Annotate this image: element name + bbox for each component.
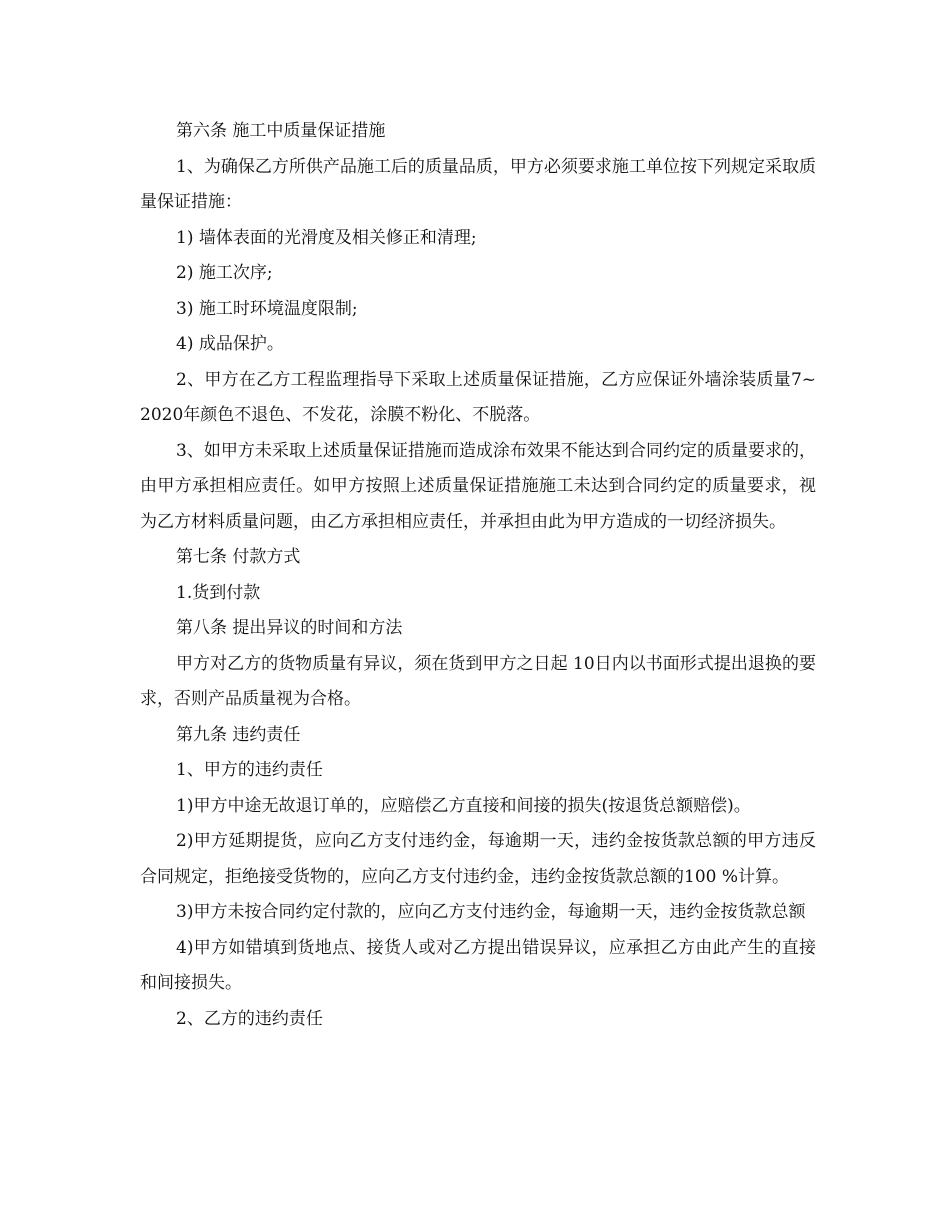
- article-6-item-1: 1) 墙体表面的光滑度及相关修正和清理;: [176, 227, 477, 248]
- article-6-item-3: 3) 施工时环境温度限制;: [176, 298, 358, 319]
- article-6-heading: 第六条 施工中质量保证措施: [176, 121, 386, 141]
- article-6-item-2: 2) 施工次序;: [176, 263, 273, 283]
- article-9-item-3: 3)甲方未按合同约定付款的，应向乙方支付违约金，每逾期一天，违约金按货款总额: [176, 902, 806, 922]
- article-9-heading: 第九条 违约责任: [176, 724, 301, 745]
- article-8-heading: 第八条 提出异议的时间和方法: [176, 618, 403, 638]
- article-9-item-2: 2)甲方延期提货，应向乙方支付违约金，每逾期一天，违约金按货款总额的甲方违反合同规定，拒绝接受货物的，应向乙方支付违约金，违约金按货款总额的100 %计算。: [140, 831, 816, 887]
- article-6-clause-3: 3、如甲方未采取上述质量保证措施而造成涂布效果不能达到合同约定的质量要求的，由甲方承担相应责任。如甲方按照上述质量保证措施施工未达到合同约定的质量要求，视为乙方材料质量问题，由乙方承担相应责任，并承担由此为甲方造成的一切经济损失。: [140, 440, 816, 532]
- article-6-item-4: 4) 成品保护。: [176, 334, 284, 354]
- article-6-clause-2: 2、甲方在乙方工程监理指导下采取上述质量保证措施，乙方应保证外墙涂装质量7~2020年颜色不退色、不发花，涂膜不粉化、不脱落。: [140, 369, 816, 425]
- article-7-clause-1: 1.货到付款: [176, 582, 261, 603]
- article-6-clause-1: 1、为确保乙方所供产品施工后的质量品质，甲方必须要求施工单位按下列规定采取质量保证措施：: [140, 156, 816, 212]
- document-body: [140, 114, 816, 1037]
- article-9-item-1: 1)甲方中途无故退订单的，应赔偿乙方直接和间接的损失(按退货总额赔偿)。: [176, 795, 751, 816]
- article-9-clause-1: 1、甲方的违约责任: [176, 760, 323, 780]
- article-7-heading: 第七条 付款方式: [176, 547, 301, 567]
- article-8-body: 甲方对乙方的货物质量有异议，须在货到甲方之日起 10日内以书面形式提出退换的要求，否则产品质量视为合格。: [140, 653, 816, 709]
- article-9-item-4: 4)甲方如错填到货地点、接货人或对乙方提出错误异议，应承担乙方由此产生的直接和间接损失。: [140, 937, 816, 993]
- article-9-clause-2: 2、乙方的违约责任: [176, 1008, 323, 1029]
